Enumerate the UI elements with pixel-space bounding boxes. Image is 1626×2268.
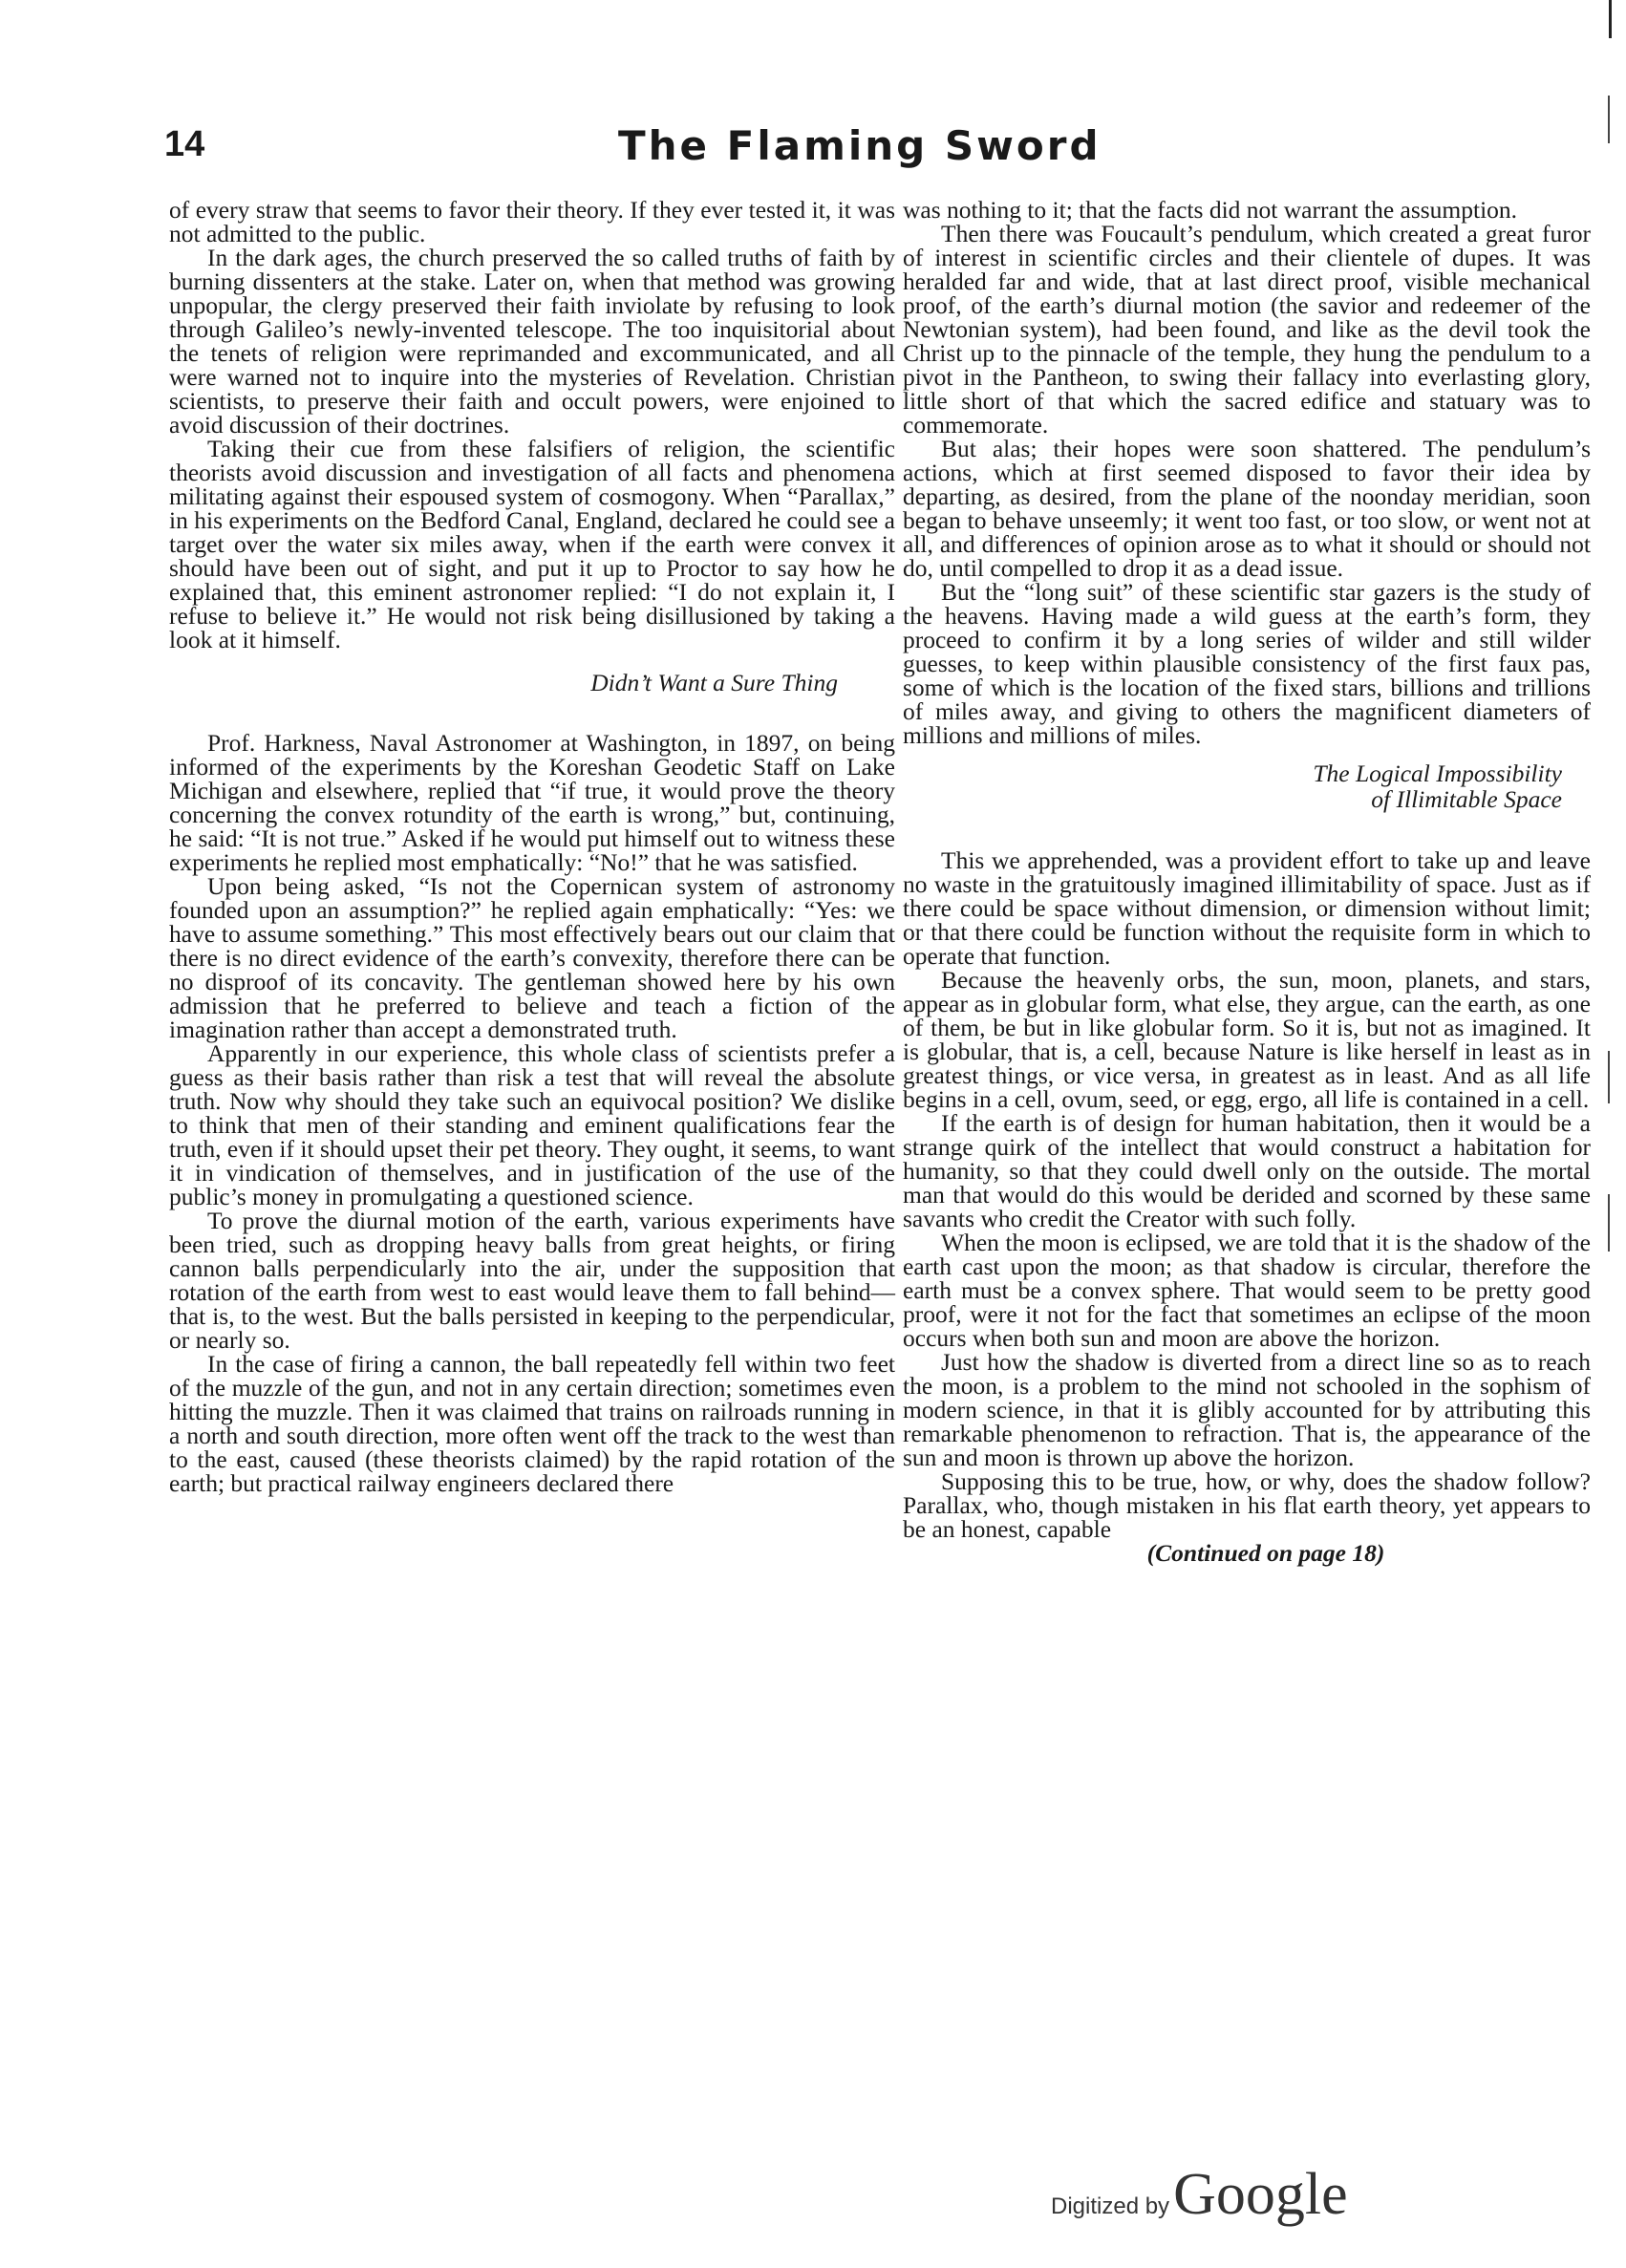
page-header: [164, 124, 1569, 172]
google-logo: Google: [1173, 2162, 1348, 2227]
left-column: [169, 198, 895, 1495]
paragraph: Prof. Harkness, Naval Astronomer at Washington, in 1897, on being informed of the experiments by the Koreshan Geodetic Staff on Lake Michigan and elsewhere, replied that “if true, it would prove the theory concerning the convex rotundity of the earth is wrong,” but, continuing, he said: “It is not true.” Asked if he would put himself out to witness these experiments he replied most emphatically: “No!” that he was satisfied.: [169, 729, 895, 876]
paragraph: Because the heavenly orbs, the sun, moon, planets, and stars, appear as in globular form, what else, they argue, can the earth, as one of them, be but in like globular form. So it is, but not as imagined. It is globular, that is, a cell, because Nature is like herself in least as in greatest things, or vice versa, in greatest as in least. And as all life begins in a cell, ovum, seed, or egg, ergo, all life is contained in a cell.: [903, 966, 1591, 1113]
page-number: 14: [164, 124, 205, 164]
paragraph: In the case of firing a cannon, the ball repeatedly fell within two feet of the muzzle of the gun, and not in any certain direction; sometimes even hitting the muzzle. Then it was claimed that trains on railroads running in a north and south direction, more often went off the track to the west than to the east, caused (these theorists claimed) by the rapid rotation of the earth; but practical railway engineers declared there: [169, 1350, 895, 1497]
page-edge-mark: [1609, 0, 1612, 38]
digitized-by-label: Digitized by: [1051, 2193, 1170, 2219]
paragraph: Taking their cue from these falsifiers of religion, the scientific theorists avoid discussion and investigation of all facts and phenomena militating against their espoused system of cosmogony. When “Parallax,” in his experiments on the Bedford Canal, England, declared he could see a target over the water six miles away, when if the earth were convex it should have been out of sight, and put it up to Proctor to say how he explained that, this eminent astronomer replied: “I do not explain it, I refuse to believe it.” He would not risk being disillusioned by taking a look at it himself.: [169, 435, 895, 653]
section-subhead: [903, 760, 1562, 812]
paragraph: Upon being asked, “Is not the Copernican system of astronomy founded upon an assumption?” he replied again emphatically: “Yes: we have to assume something.” This most effectively bears out our claim that there is no direct evidence of the earth’s convexity, therefore there can be no disproof of its concavity. The gentleman showed here by his own admission that he preferred to believe and teach a fiction of the imagination rather than accept a demonstrated truth.: [169, 872, 895, 1043]
page-edge-mark: [1608, 1194, 1610, 1252]
running-title: The Flaming Sword: [618, 122, 1102, 169]
paragraph: This we apprehended, was a provident effort to take up and leave no waste in the gratuitously imagined illimitability of space. Just as if there could be space without dimension, or dimension without limit; or that there could be function without the requisite form in which to operate that function.: [903, 846, 1591, 970]
subhead-line: of Illimitable Space: [1371, 785, 1562, 813]
paragraph: But the “long suit” of these scientific star gazers is the study of the heavens. Having made a wild guess at the earth’s form, they proceed to confirm it by a long series of wilder and still wilder guesses, to keep within plausible consistency of the first faux pas, some of which is the location of the fixed stars, billions and trillions of miles away, and giving to others the magnificent diameters of millions and millions of miles.: [903, 578, 1591, 749]
continued-note: (Continued on page 18): [1146, 1539, 1385, 1567]
subhead-line: The Logical Impossibility: [1313, 760, 1562, 787]
right-column: [903, 198, 1591, 1565]
paragraph: Then there was Foucault’s pendulum, which created a great furor of interest in scientific circles and their clientele of dupes. It was heralded far and wide, that at last direct proof, visible mechanical proof, of the earth’s diurnal motion (the savior and redeemer of the Newtonian system), had been found, and like as the devil took the Christ up to the pinnacle of the temple, they hung the pendulum to a pivot in the Pantheon, to swing their fallacy into everlasting glory, little short of that which the sacred edifice and statuary was to commemorate.: [903, 220, 1591, 439]
paragraph: Supposing this to be true, how, or why, does the shadow follow? Parallax, who, though mistaken in his flat earth theory, yet appears to be an honest, capable: [903, 1467, 1591, 1543]
paragraph: Just how the shadow is diverted from a direct line so as to reach the moon, is a problem to the mind not schooled in the sophism of modern science, in that it is glibly accounted for by attributing this remarkable phenomenon to refraction. That is, the appearance of the sun and moon is thrown up above the horizon.: [903, 1348, 1591, 1471]
paragraph: Apparently in our experience, this whole class of scientists prefer a guess as their basis rather than risk a test that will reveal the absolute truth. Now why should they take such an equivocal position? We dislike to think that men of their standing and eminent qualifications fear the truth, even if it should upset their pet theory. They ought, it seems, to want it in vindication of themselves, and in justification of the use of the public’s money in promulgating a questioned science.: [169, 1039, 895, 1210]
page-edge-mark: [1608, 96, 1610, 143]
digitized-by-watermark: [1051, 2161, 1348, 2229]
section-subhead: Didn’t Want a Sure Thing: [590, 669, 838, 696]
paragraph: of every straw that seems to favor their theory. If they ever tested it, it was not admitted to the public.: [169, 196, 895, 247]
paragraph: To prove the diurnal motion of the earth, various experiments have been tried, such as dropping heavy balls from great heights, or firing cannon balls perpendicularly into the air, under the supposition that rotation of the earth from west to east would leave them to fall behind—that is, to the west. But the balls persisted in keeping to the perpendicular, or nearly so.: [169, 1207, 895, 1354]
paragraph: But alas; their hopes were soon shattered. The pendulum’s actions, which at first seemed disposed to favor their idea by departing, as desired, from the plane of the noonday meridian, soon began to behave unseemly; it went too fast, or too slow, or went not at all, and differences of opinion arose as to what it should or should not do, until compelled to drop it as a dead issue.: [903, 435, 1591, 582]
paragraph: was nothing to it; that the facts did not warrant the assumption.: [903, 196, 1518, 224]
paragraph: When the moon is eclipsed, we are told that it is the shadow of the earth cast upon the moon; as that shadow is circular, therefore the earth must be a convex sphere. That would seem to be pretty good proof, were it not for the fact that sometimes an eclipse of the moon occurs when both sun and moon are above the horizon.: [903, 1229, 1591, 1352]
paragraph: In the dark ages, the church preserved the so called truths of faith by burning dissenters at the stake. Later on, when that method was growing unpopular, the clergy preserved their faith inviolate by refusing to look through Galileo’s newly-invented telescope. The too inquisitorial about the tenets of religion were reprimanded and excommunicated, and all were warned not to inquire into the mysteries of Revelation. Christian scientists, to preserve their faith and occult powers, were enjoined to avoid discussion of their doctrines.: [169, 244, 895, 439]
page-edge-mark: [1608, 1051, 1610, 1103]
paragraph: If the earth is of design for human habitation, then it would be a strange quirk of the intellect that would construct a habitation for humanity, so that they could dwell only on the outside. The mortal man that would do this would be derided and scorned by these same savants who credit the Creator with such folly.: [903, 1109, 1591, 1232]
